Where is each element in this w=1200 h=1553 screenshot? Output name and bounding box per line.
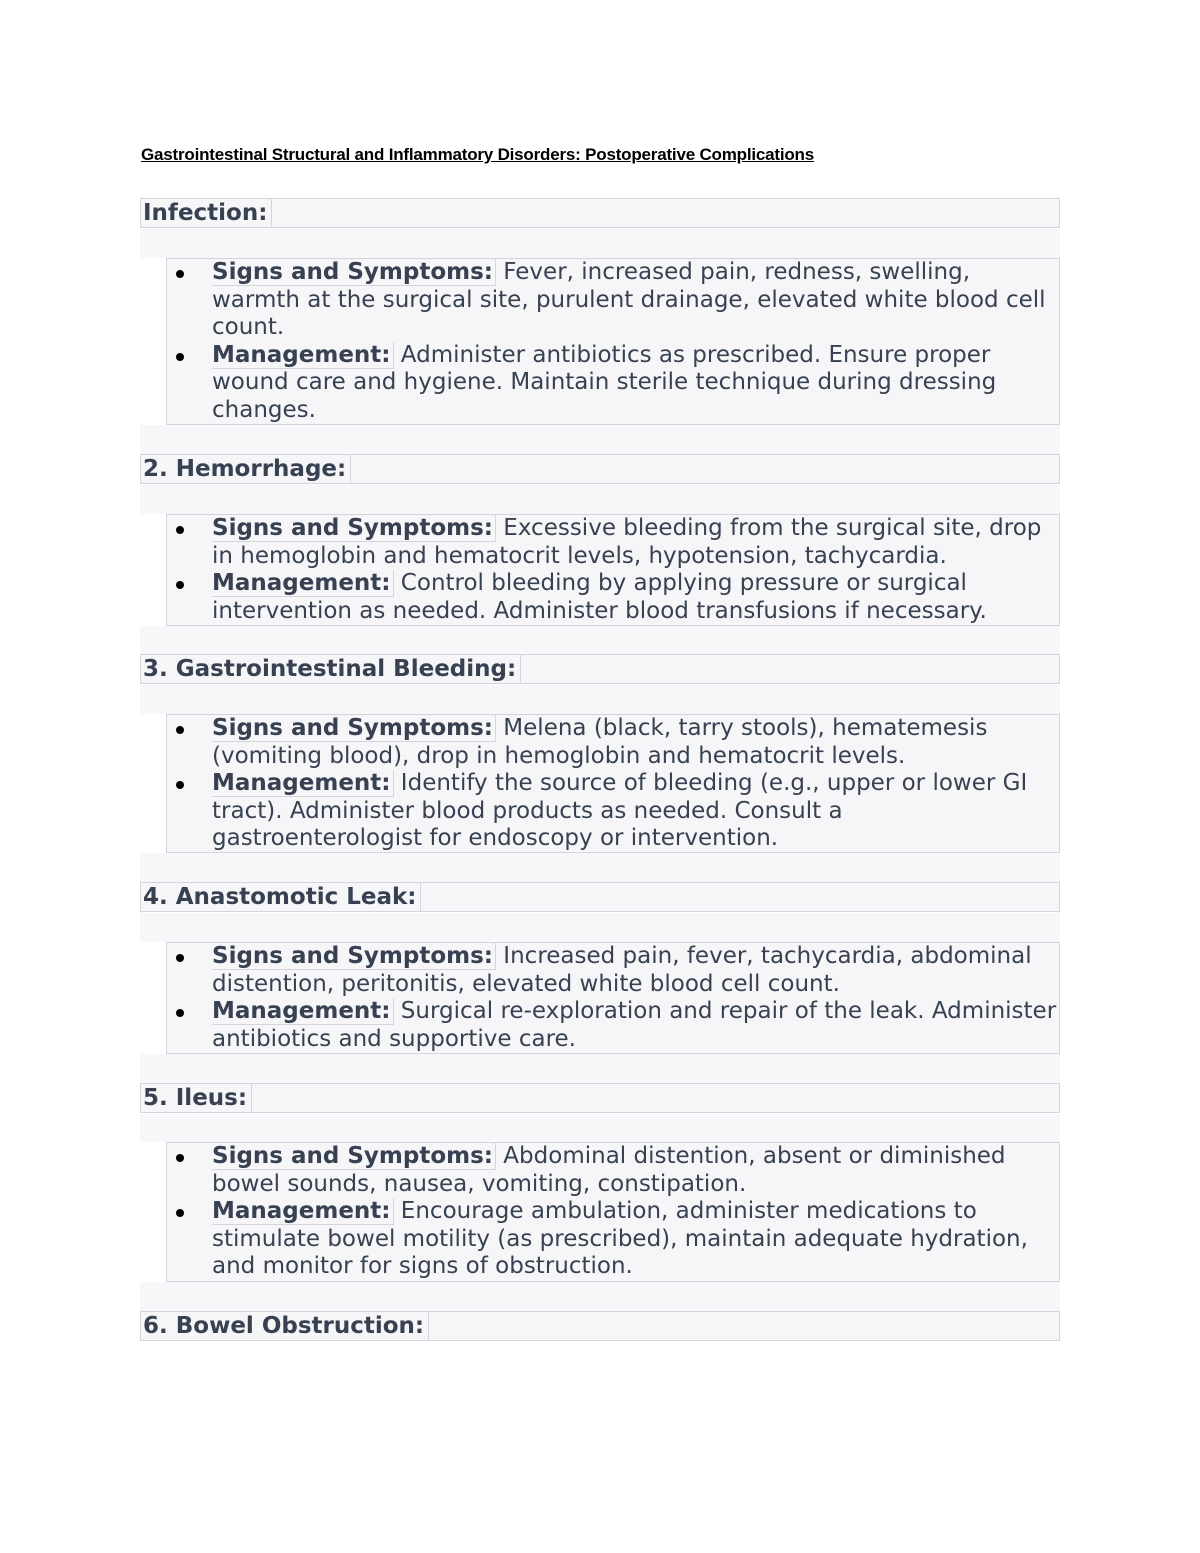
section-heading-anastomotic-leak xyxy=(140,882,1060,912)
section-list-anastomotic-leak xyxy=(166,942,1060,1054)
item-label: Signs and Symptoms: xyxy=(212,1143,496,1170)
section-gap xyxy=(140,626,1060,654)
list-item-signs xyxy=(167,259,1059,342)
bullet-list xyxy=(167,259,1059,425)
item-text: Encourage ambulation, administer medications to stimulate bowel motility (as prescribed), maintain adequate hydration, and monitor for signs of obstruction. xyxy=(212,1198,1028,1280)
page-title: Gastrointestinal Structural and Inflammatory Disorders: Postoperative Complications xyxy=(141,145,814,164)
list-item-signs xyxy=(167,515,1059,570)
list-item-management xyxy=(167,1198,1059,1281)
item-text: Surgical re-exploration and repair of the leak. Administer antibiotics and supportive care. xyxy=(212,998,1057,1052)
list-item-signs xyxy=(167,943,1059,998)
section-list-hemorrhage xyxy=(166,514,1060,626)
section-heading-text: 5. Ileus: xyxy=(143,1084,252,1112)
item-label: Management: xyxy=(212,342,394,369)
section-list-infection xyxy=(166,258,1060,425)
item-text: Excessive bleeding from the surgical site, drop in hemoglobin and hematocrit levels, hypotension, tachycardia. xyxy=(212,515,1042,569)
item-text: Fever, increased pain, redness, swelling, warmth at the surgical site, purulent drainage, elevated white blood cell count. xyxy=(212,259,1046,341)
section-heading-text: 6. Bowel Obstruction: xyxy=(143,1312,429,1340)
list-item-management xyxy=(167,770,1059,853)
section-gap xyxy=(140,853,1060,882)
item-text: Increased pain, fever, tachycardia, abdominal distention, peritonitis, elevated white blood cell count. xyxy=(212,943,1032,997)
list-item-management xyxy=(167,342,1059,425)
item-label: Management: xyxy=(212,998,394,1025)
section-gap xyxy=(140,1282,1060,1311)
bullet-list xyxy=(167,943,1059,1053)
item-label: Signs and Symptoms: xyxy=(212,943,496,970)
section-heading-text: 2. Hemorrhage: xyxy=(143,455,351,483)
section-heading-hemorrhage xyxy=(140,454,1060,484)
section-list-gi-bleeding xyxy=(166,714,1060,853)
section-gap xyxy=(140,1114,1060,1142)
item-label: Signs and Symptoms: xyxy=(212,515,496,542)
item-text: Melena (black, tarry stools), hematemesis (vomiting blood), drop in hemoglobin and hematocrit levels. xyxy=(212,715,988,769)
item-label: Management: xyxy=(212,770,394,797)
list-item-signs xyxy=(167,715,1059,770)
bullet-list xyxy=(167,715,1059,853)
item-label: Signs and Symptoms: xyxy=(212,259,496,286)
list-item-signs xyxy=(167,1143,1059,1198)
section-heading-infection xyxy=(140,198,1060,228)
section-heading-bowel-obstruction xyxy=(140,1311,1060,1341)
bullet-icon xyxy=(176,954,184,962)
bullet-icon xyxy=(176,1154,184,1162)
item-text: Administer antibiotics as prescribed. Ensure proper wound care and hygiene. Maintain sterile technique during dressing changes. xyxy=(212,341,997,423)
list-item-management xyxy=(167,570,1059,625)
item-label: Management: xyxy=(212,1198,394,1225)
bullet-list xyxy=(167,1143,1059,1281)
section-heading-gi-bleeding xyxy=(140,654,1060,684)
list-item-management xyxy=(167,998,1059,1053)
section-gap xyxy=(140,685,1060,714)
bullet-icon xyxy=(176,781,184,789)
section-heading-text: 4. Anastomotic Leak: xyxy=(143,883,421,911)
section-heading-text: Infection: xyxy=(143,199,272,227)
section-gap xyxy=(140,913,1060,942)
bullet-icon xyxy=(176,581,184,589)
bullet-icon xyxy=(176,1209,184,1217)
section-heading-text: 3. Gastrointestinal Bleeding: xyxy=(143,655,521,683)
item-text: Identify the source of bleeding (e.g., upper or lower GI tract). Administer blood products as needed. Consult a gastroenterologist for endoscopy or intervention. xyxy=(212,770,1028,852)
section-gap xyxy=(140,229,1060,258)
item-label: Signs and Symptoms: xyxy=(212,715,496,742)
item-label: Management: xyxy=(212,570,394,597)
section-gap xyxy=(140,485,1060,514)
section-gap xyxy=(140,425,1060,454)
item-text: Control bleeding by applying pressure or surgical intervention as needed. Administer blood transfusions if necessary. xyxy=(212,570,987,624)
section-gap xyxy=(140,1054,1060,1083)
bullet-icon xyxy=(176,526,184,534)
bullet-icon xyxy=(176,353,184,361)
bullet-icon xyxy=(176,270,184,278)
bullet-list xyxy=(167,515,1059,625)
section-list-ileus xyxy=(166,1142,1060,1282)
section-heading-ileus xyxy=(140,1083,1060,1113)
bullet-icon xyxy=(176,1009,184,1017)
item-text: Abdominal distention, absent or diminished bowel sounds, nausea, vomiting, constipation. xyxy=(212,1143,1006,1197)
bullet-icon xyxy=(176,726,184,734)
